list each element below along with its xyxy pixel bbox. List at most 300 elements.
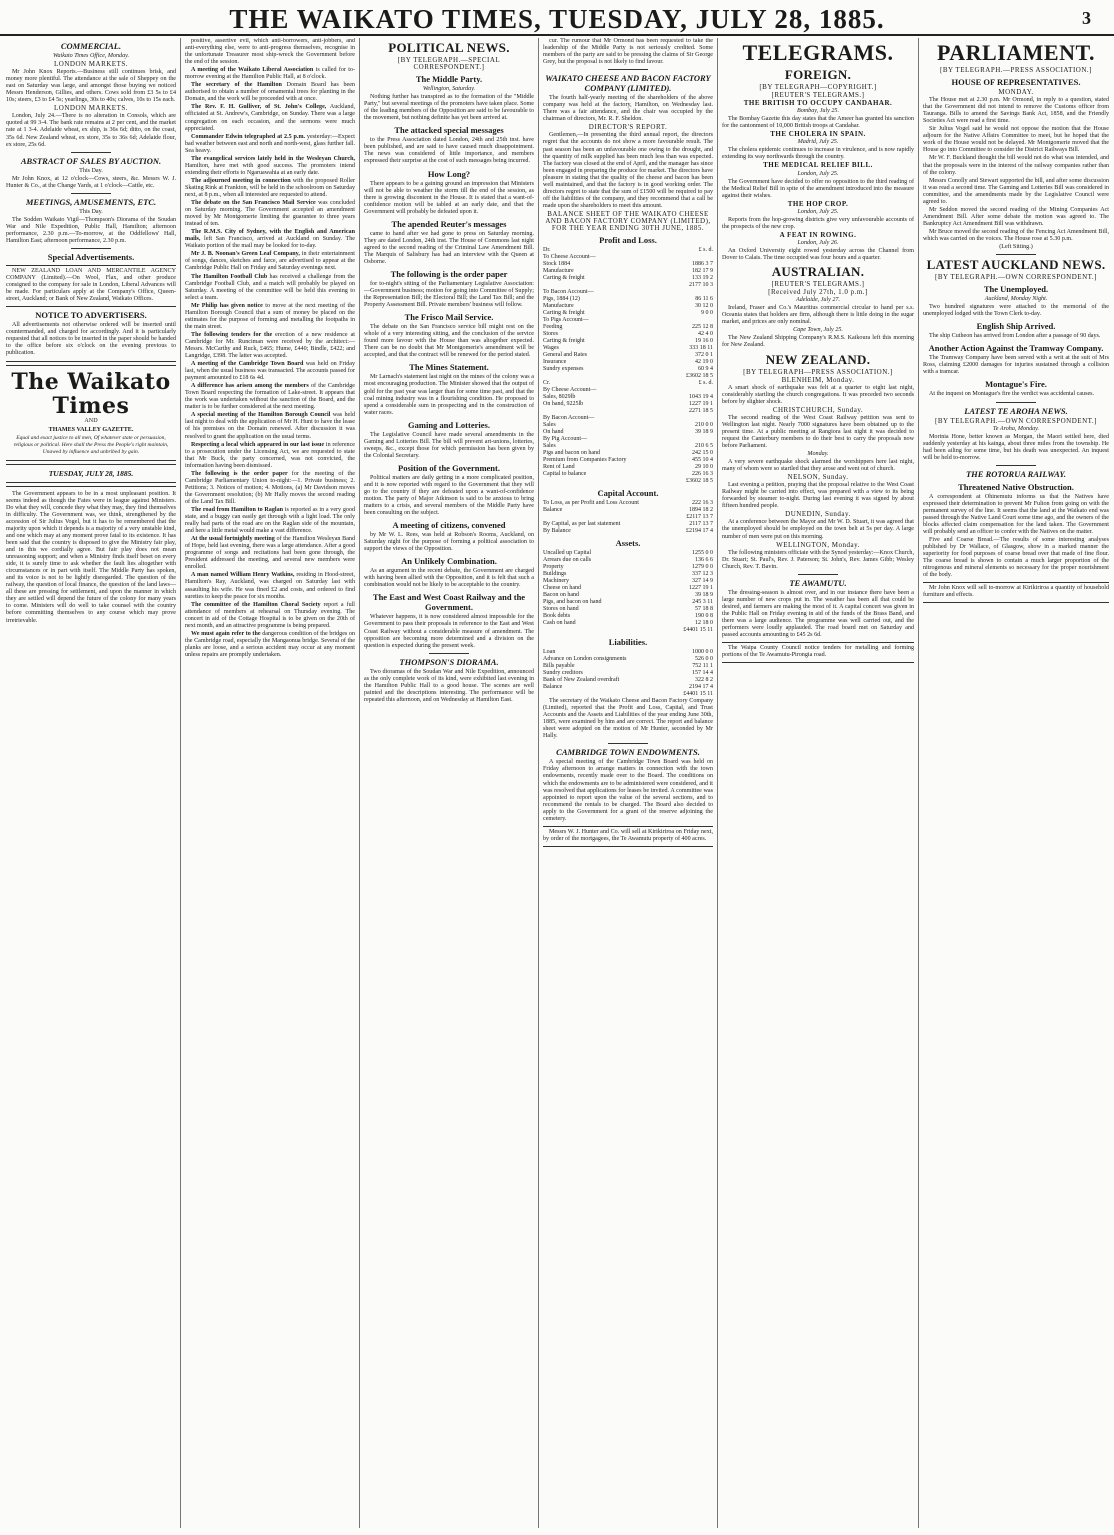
news-item-heading: Mr Philip has given notice xyxy=(191,302,263,309)
assets-table xyxy=(543,550,713,634)
special-ads-heading: Special Advertisements. xyxy=(47,251,135,262)
telegram-text: A smart shock of earthquake was felt at a quarter to eight last night, considerably startling the church congregations. It was preceded two seconds before by slighter shock. xyxy=(722,384,914,405)
news-item-heading: The evangelical services lately held in the Wesleyan Church, xyxy=(191,155,355,162)
account-label: By Cheese Account— xyxy=(543,387,597,394)
telegram-text: Reports from the hop-growing districts give very unfavourable accounts of the prospects of the new crop. xyxy=(722,216,914,230)
account-label: Carting & freight xyxy=(543,310,585,317)
account-amount xyxy=(671,387,713,394)
article-text: Whatever happens, it is now considered almost impossible for the Government to pass their proposals in reference to the East and West Coast Railway without a considerable measure of amendment. The opposition are becoming more determined and a division on the question is expected during the present week. xyxy=(364,614,534,649)
advertisement xyxy=(722,642,914,663)
new-zealand-heading: NEW ZEALAND. xyxy=(765,351,871,367)
article-text: The Legislative Council have made several amendments in the Gaming and Lotteries Bill. The bill will prevent art-unions, lotteries, sweeps, &c., except those for which permission has been given by the Colonial Secretary. xyxy=(364,431,534,459)
account-label: By Balance xyxy=(543,528,571,535)
telegram-text: A very severe earthquake shock alarmed the worshippers here last night, many of whom were so startled that they arose and went out of church. xyxy=(722,459,914,473)
byline: [BY TELEGRAPH.—OWN CORRESPONDENT.] xyxy=(935,416,1097,425)
news-item-text: residing in Hood-street, Hamilton's Ray, Auckland, was charged on Saturday last with assaulting his wife. He was fined £2 and costs, and ordered to find sureties to keep the peace for six months. xyxy=(185,572,355,600)
australian-heading: AUSTRALIAN. xyxy=(771,264,865,280)
notice-text: All advertisements not otherwise ordered will be inserted until countermanded, and charged for accordingly. And it is particularly requested that all notices to be inserted in the paper should be handed to the office before six o'clock on the evening previous to publication. xyxy=(6,322,176,357)
divider xyxy=(71,193,111,194)
account-label: Cheese on hand xyxy=(543,585,581,592)
subheading: The Middle Party. xyxy=(415,74,483,85)
article-text: Mr Seddon moved the second reading of the Mining Companies Act Amendment Bill. After some debate the motion was agreed to. The Bankruptcy Act Amendment Bill was withdrawn. xyxy=(923,206,1109,227)
account-row xyxy=(543,585,713,592)
news-item-heading: Mr J. B. Noonan's Green Leaf Company, xyxy=(191,251,300,258)
dateline: Cape Town, July 25. xyxy=(793,327,843,334)
article-text: Two hundred signatures were attached to the memorial of the unemployed lodged with the Town Clerk to-day. xyxy=(923,304,1109,318)
account-row xyxy=(543,345,713,352)
news-item-heading: Respecting a local which appeared in our last issue xyxy=(191,441,325,448)
account-heading: Assets. xyxy=(615,538,641,549)
dateline: CHRISTCHURCH, Sunday. xyxy=(772,405,864,414)
news-item-heading: A meeting of the Waikato Liberal Association xyxy=(191,67,314,74)
account-label xyxy=(543,627,656,634)
advertisement xyxy=(543,826,713,847)
account-label: Buildings xyxy=(543,571,567,578)
account-label: To Cheese Account— xyxy=(543,254,596,261)
account-row xyxy=(543,478,713,485)
account-row xyxy=(543,429,713,436)
notice-heading: NOTICE TO ADVERTISERS. xyxy=(35,310,147,321)
account-row xyxy=(543,359,713,366)
dateline: London, July 26. xyxy=(797,239,839,246)
advertisement-text: Messrs W. J. Hunter and Co. will sell at Kirikiriroa on Friday next, by order of the mortgagees, the Te Awamutu property of 400 acres. xyxy=(543,828,713,842)
article-text: The House met at 2.30 p.m. Mr Ormond, in reply to a question, stated that the Government did not intend to remove the Customs officer from Tauranga. Bills to amend the Savings Bank Act, 1858, and the Friendly Societies Act were read a first time. xyxy=(923,97,1109,125)
news-item-heading: A difference has arisen among the members xyxy=(191,383,309,390)
news-item-text: left San Francisco, arrived at Auckland on Sunday. The Waikato portion of the mail may be looked for to-day. xyxy=(185,236,355,250)
account-amount: 12 18 0 xyxy=(695,620,713,627)
account-amount: 2177 10 3 xyxy=(689,282,713,289)
sitting-note: (Left Sitting.) xyxy=(999,244,1033,251)
subheading: A meeting of citizens, convened xyxy=(392,520,506,531)
account-label: Pigs, and bacon on hand xyxy=(543,599,602,606)
account-amount xyxy=(655,317,713,324)
telegram-heading: A FEAT IN ROWING. xyxy=(779,230,857,239)
account-label: Pigs and bacon on hand xyxy=(543,450,600,457)
news-item-heading: The debate on the San Francisco Mail Service xyxy=(191,200,316,207)
account-amount: 226 16 3 xyxy=(692,471,713,478)
account-label: Book debts xyxy=(543,613,571,620)
article-text: The secretary of the Waikato Cheese and Bacon Factory Company (Limited), reported that the Profit and Loss, Capital, and Trust Accounts and the Assets and Liabilities of the year ending June 30th, 1885, were examined by him and are correct. The report and balance sheet were adopted on the motion of Mr Hunter, seconded by Mr Hally. xyxy=(543,698,713,740)
column-6 xyxy=(923,38,1109,1528)
balance-sheet-heading: BALANCE SHEET OF THE WAIKATO CHEESE AND BACON FACTORY COMPANY (LIMITED), FOR THE YEAR ENDING 30TH JUNE, 1885. xyxy=(545,209,711,233)
account-row xyxy=(543,649,713,656)
account-amount: £ s. d. xyxy=(698,247,713,254)
account-label: Carting & freight xyxy=(543,338,585,345)
byline: [BY TELEGRAPH.—PRESS ASSOCIATION.] xyxy=(940,66,1092,74)
news-item-text: erection of a new residence at Cambridge for Mr. Runciman were received by the architect:—Messrs. McCarthy and Ruck, £465; Hume, £440; Bindle, £422; and Langridge, £398. The latter was accepted. xyxy=(185,331,355,360)
news-item-text: to move at the next meeting of the Hamilton Borough Council that a sum of money be placed on the estimates for the purpose of forming and metalling the footpaths in the main street. xyxy=(185,302,355,330)
telegram-text: At a conference between the Mayor and Mr W. D. Stuart, it was agreed that the unemployed should be employed on the town belt at 5s per day. A large number of men were put on this morning. xyxy=(722,519,914,540)
account-amount: 136 6 6 xyxy=(695,557,713,564)
account-row xyxy=(543,436,713,443)
article-text: The ship Cutheon has arrived from London after a passage of 90 days. xyxy=(929,333,1101,340)
news-item-heading: The Rev. F. H. Gulliver, of St. John's College, xyxy=(191,104,327,111)
account-label: Uncalled up Capital xyxy=(543,550,591,557)
dateline: Wellington, Saturday. xyxy=(422,86,476,93)
advertisement-text: NEW ZEALAND LOAN AND MERCANTILE AGENCY COMPANY (Limited).—On Wool, Flax, and other produce consigned to the company for sale in London, Liberal Advances will be made. For particulars apply at the Company's Office, Queen-street, Auckland; or Bank of New Zealand, Waikato Offices. xyxy=(6,267,176,303)
news-item-text: of the Hamilton Wesleyan Band of Hope, held last evening, there was a large attendance. After a good programme of songs and recitations had been gone through, the President addressed the meeting, and several new members were enrolled. xyxy=(185,536,355,571)
telegram-heading: THE HOP CROP. xyxy=(787,199,849,208)
account-row xyxy=(543,592,713,599)
account-row xyxy=(543,471,713,478)
account-amount: 133 19 2 xyxy=(692,275,713,282)
article-text: The dressing-season is almost over, and in our instance there have been a large number of new crops put in. The weather has been all that could be desired, and farmers are making the most of it. A capital concert was given in the Public Hall on Friday evening in aid of the funds of the Brass Band, and there was a large audience. The programme was well carried out, and the performers were loudly applauded. The road board met on Saturday and passed accounts amounting to £45 2s 6d. xyxy=(722,589,914,639)
account-amount: 333 18 11 xyxy=(689,345,713,352)
account-label: Wages xyxy=(543,345,559,352)
account-amount: 29 10 0 xyxy=(695,464,713,471)
account-row xyxy=(543,599,713,606)
byline: [REUTER'S TELEGRAMS.] xyxy=(771,91,865,100)
account-row xyxy=(543,373,713,380)
news-item-heading: A special meeting of the Hamilton Borough Council xyxy=(191,412,331,419)
article-text: for to-night's sitting of the Parliamentary Legislative Association:—Government business; motion for going into Committee of Supply; the Representation Bill; the Electoral Bill; the Land Tax Bill; and the Property Assessment Bill. Private members' business will follow. xyxy=(364,280,534,309)
political-news-heading: POLITICAL NEWS. xyxy=(388,40,510,55)
account-label: Dr. xyxy=(543,247,551,254)
account-heading: Capital Account. xyxy=(597,488,659,499)
account-label: Capital to balance xyxy=(543,471,587,478)
account-amount: 222 16 3 xyxy=(692,500,713,507)
account-label: Machinery xyxy=(543,578,569,585)
account-label: Sales, 8029lb xyxy=(543,394,576,401)
news-item-text: Hamilton, have met with good success. The promoters intend extending their efforts to Ngaruawahia at an early date. xyxy=(185,162,355,176)
byline: [BY TELEGRAPH.—SPECIAL CORRESPONDENT.] xyxy=(397,56,501,72)
subheading: The following is the order paper xyxy=(390,268,508,279)
account-label: Manufacture xyxy=(543,268,574,275)
account-amount: 39 18 9 xyxy=(695,429,713,436)
news-item-heading: The road from Hamilton to Raglan xyxy=(191,507,284,513)
article-text: Five and Coarse Bread.—The results of some interesting analyses published by Dr Wallace, of Glasgow, show in a marked manner the superiority for food purposes of coarse bread over that made of fine flour. The coarse bread is shown to contain a much larger proportion of the nitrogenous and mineral elements so necessary for the proper nourishment of the body. xyxy=(923,537,1109,579)
account-amount: 210 0 0 xyxy=(695,422,713,429)
news-item-text: has received a challenge from the Cambridge Football Club, and a match will probably be played on Saturday. A meeting of the committee will be held this evening to select a team. xyxy=(185,273,355,301)
divider xyxy=(6,482,176,487)
account-heading: Liabilities. xyxy=(608,637,648,648)
account-row xyxy=(543,557,713,564)
page-number: 3 xyxy=(1082,8,1091,28)
column-3 xyxy=(364,38,534,1528)
subheading: The Frisco Mail Service. xyxy=(404,312,494,323)
column-1 xyxy=(6,38,176,1528)
account-amount xyxy=(671,436,713,443)
article-text: As an argument in the recent debate, the Government are charged with having been allied with the Opposition, and it is felt that such a combination would not be likely to be acceptable to the country. xyxy=(364,568,534,589)
news-item-text: Auckland, officiated at St. Andrew's, Cambridge, on Sunday. There was a large congregation on each occasion, and the sermons were much appreciated. xyxy=(185,104,355,132)
account-label xyxy=(543,408,671,415)
divider xyxy=(608,69,648,70)
account-row xyxy=(543,443,713,450)
account-label: Stores on hand xyxy=(543,606,579,613)
divider xyxy=(798,574,838,575)
byline: [REUTER'S TELEGRAMS.] xyxy=(771,280,865,289)
liabilities-table xyxy=(543,649,713,698)
account-label: Bank of New Zealand overdraft xyxy=(543,677,620,684)
abstract-heading: ABSTRACT OF SALES BY AUCTION. xyxy=(20,155,162,166)
commercial-subheading: Waikato Times Office, Monday. xyxy=(52,53,130,59)
account-label: Stock 1884 xyxy=(543,261,571,268)
article-text: Mr Larnach's statement last night on the mines of the colony was a most encouraging production. The Minister showed that the output of gold for the past year was larger than for some time past, and that the coal mining industry was in a flourishing condition. He proposed to spend a considerable sum in prospecting and in the construction of water races. xyxy=(364,374,534,416)
dateline: DUNEDIN, Sunday. xyxy=(785,510,851,519)
account-amount: £2194 17 4 xyxy=(686,528,713,535)
article-text: At the inquest on Montague's fire the verdict was accidental causes. xyxy=(929,391,1095,398)
dateline: London, July 25. xyxy=(797,170,839,177)
account-row xyxy=(543,564,713,571)
account-amount: 57 18 8 xyxy=(695,606,713,613)
divider xyxy=(429,653,469,654)
account-label: By Bacon Account— xyxy=(543,415,595,422)
foreign-heading: FOREIGN. xyxy=(784,67,852,82)
account-amount: 245 3 11 xyxy=(692,599,713,606)
dateline: Monday. xyxy=(807,451,829,458)
account-label: By Capital, as per last statement xyxy=(543,521,621,528)
account-amount: £3602 18 5 xyxy=(686,478,713,485)
telegram-heading: THE CHOLERA IN SPAIN. xyxy=(770,130,866,139)
telegram-text: The New Zealand Shipping Company's R.M.S. Kaikoura left this morning for New Zealand. xyxy=(722,335,914,349)
divider xyxy=(608,743,648,744)
market-report-2: London, July 24.—There is no alteration in Consols, which are quoted at 99 3-4. The bank rate remains at 2 per cent, and the market rate at 1 3-4. Adelaide wheat, ex ship, is 36s 6d; ditto, on the coast, 35s 6d. New Zealand wheat, ex store, 35s to 36s 6d; Adelaide flour, ex store, 25s 6d. xyxy=(6,113,176,148)
dateline: Te Aroha, Monday. xyxy=(992,425,1040,432)
account-row xyxy=(543,366,713,373)
advertisement xyxy=(923,582,1109,603)
cambridge-heading: CAMBRIDGE TOWN ENDOWMENTS. xyxy=(556,747,700,758)
column-rule xyxy=(717,38,718,1528)
account-amount: £2117 13 7 xyxy=(686,514,713,521)
account-label: Sales xyxy=(543,422,556,429)
divider xyxy=(71,152,111,153)
account-row xyxy=(543,422,713,429)
article-text: to the Press Association dated London, 24th and 25th inst. have been published, and are said to have caused much disappointment. The news was considered of little importance, and members expressed their surprise at the cost of such messages being incurred. xyxy=(364,137,534,165)
account-label xyxy=(543,373,655,380)
meetings-text: The Sodden Waikato Vigil—Thompson's Diorama of the Soudan War and Nile Expedition, Public Hall, Hamilton; afternoon performance, 2.30 p.m.—To-morrow, at the Oddfellows' Hall, Hamilton East; afternoon performance, 2.30 p.m. xyxy=(6,216,176,244)
account-row xyxy=(543,507,713,514)
account-label xyxy=(543,514,676,521)
diorama-heading: THOMPSON'S DIORAMA. xyxy=(399,656,499,667)
abstract-text: Mr John Knox, at 12 o'clock—Cows, steers, &c. Messrs W. J. Hunter & Co., at the Change Yards, at 1 o'clock—Cattle, etc. xyxy=(6,175,176,189)
account-label: By Pig Account— xyxy=(543,436,588,443)
column-rule xyxy=(180,38,181,1528)
news-item-text: dangerous condition of the bridges on the Cambridge road, especially the Mangaonua bridge. Several of the planks are loose, and a serious accident may occur at any moment unless repairs are promptly undertaken. xyxy=(185,630,355,658)
account-row xyxy=(543,254,713,261)
telegram-text: Last evening a petition, praying that the proposal relative to the West Coast Railway might be carried into effect, was prepared with a view to its being forwarded by steamer to-night. During last evening it was signed by about fifteen hundred people. xyxy=(722,482,914,510)
account-heading: Profit and Loss. xyxy=(599,235,657,246)
account-row xyxy=(543,380,713,387)
telegram-text: Ireland, Fraser and Co.'s Mauritius commercial circular to hand per s.s. Oceania states that holders are firm, although there is little doing in the sugar market, and prices are only nominal. xyxy=(722,305,914,326)
account-label: Feeding xyxy=(543,324,563,331)
account-row xyxy=(543,338,713,345)
article-text: Messrs Conolly and Stewart supported the bill, and after some discussion it was read a second time. The Gaming and Lotteries Bill was considered in committee, and the amendments made by the Legislative Council were agreed to. xyxy=(923,177,1109,205)
subheading: English Ship Arrived. xyxy=(976,321,1056,332)
column-rule xyxy=(359,38,360,1528)
paper-motto: Equal and exact justice to all men, Of whatever state or persuasion, religious or political. Here shall the Press the People's right maintain, Unawed by influence and unbribed by gain. xyxy=(13,434,169,455)
london-markets-heading-2: LONDON MARKETS. xyxy=(54,104,128,113)
account-amount xyxy=(671,415,713,422)
account-label: Bacon on hand xyxy=(543,592,579,599)
article-text: Sir Julius Vogel said he would not oppose the motion that the House adjourn for the Native Affairs Committee to meet, but he hoped that the work of the House would not be delayed. Mr Montgomerie moved that the House go into Committee to consider the District Railways Bill. xyxy=(923,126,1109,154)
account-amount: 9 0 0 xyxy=(701,310,713,317)
account-amount: 60 9 4 xyxy=(698,366,713,373)
account-amount: 1000 0 0 xyxy=(692,649,713,656)
profit-loss-credit-table xyxy=(543,380,713,485)
byline: [BY TELEGRAPH.—OWN CORRESPONDENT.] xyxy=(935,273,1097,282)
news-item-heading: The following tenders for the xyxy=(191,331,273,338)
account-row xyxy=(543,401,713,408)
account-row xyxy=(543,620,713,627)
account-amount: 2271 18 5 xyxy=(689,408,713,415)
meetings-heading: MEETINGS, AMUSEMENTS, ETC. xyxy=(25,196,157,207)
account-label: On hand, 9225lb xyxy=(543,401,584,408)
telegram-text: The cholera epidemic continues to increase in virulence, and is now rapidly extending its way northwards through the country. xyxy=(722,147,914,161)
column-rule xyxy=(918,38,919,1528)
account-row xyxy=(543,677,713,684)
news-item-heading: The committee of the Hamilton Choral Society xyxy=(191,601,321,608)
account-amount: 210 6 5 xyxy=(695,443,713,450)
account-label: Balance xyxy=(543,507,563,514)
column-4 xyxy=(543,38,713,1528)
parliament-heading: PARLIAMENT. xyxy=(936,40,1096,65)
news-item-text: was held on Friday last, when the usual business was transacted. The accounts passed for payment amounted to £18 6s 4d. xyxy=(185,361,355,382)
byline: [BY TELEGRAPH—COPYRIGHT.] xyxy=(759,83,877,91)
divider xyxy=(71,248,111,249)
account-row xyxy=(543,571,713,578)
account-row xyxy=(543,394,713,401)
article-continuation: cur. The rumour that Mr Ormond has been requested to take the leadership of the Middle Party is not seriously credited. Some members of the party are said to be pressing the claims of Sir George Grey, but the proposal is not likely to find favour. xyxy=(543,38,713,66)
news-item-heading: We must again refer to the xyxy=(191,630,261,637)
account-label: To Loss, as per Profit and Loss Account xyxy=(543,500,639,507)
news-item-text: Domain Board has been authorised to obtain a number of ornamental trees for planting in the Domain, and the work will be proceeded with at once. xyxy=(185,82,355,103)
account-row xyxy=(543,247,713,254)
latest-auckland-heading: LATEST AUCKLAND NEWS. xyxy=(926,257,1106,273)
account-row xyxy=(543,282,713,289)
telegram-text: An Oxford University eight rowed yesterday across the Channel from Dover to Calais. The time occupied was four hours and a quarter. xyxy=(722,247,914,262)
account-amount: 42 19 0 xyxy=(695,359,713,366)
capital-account-table xyxy=(543,500,713,535)
column-rule xyxy=(538,38,539,1528)
account-amount xyxy=(655,289,713,296)
dateline: BLENHEIM, Monday. xyxy=(781,375,855,384)
account-label: On hand xyxy=(543,429,564,436)
london-markets-heading: LONDON MARKETS. xyxy=(54,60,128,69)
news-item-text: in reference to a prosecution under the Licensing Act, we are requested to state that Mr Buck, the party concerned, was not convicted, the information having been dismissed. xyxy=(185,441,355,469)
rotorua-railway-heading: THE ROTORUA RAILWAY. xyxy=(965,468,1067,479)
divider xyxy=(6,361,176,366)
account-amount: 225 12 8 xyxy=(692,324,713,331)
dateline: WELLINGTON, Monday. xyxy=(776,540,860,549)
account-row xyxy=(543,310,713,317)
paper-subtitle: THAMES VALLEY GAZETTE. xyxy=(48,426,134,433)
telegram-text: The following ministers officiate with the Synod yesterday:—Knox Church, Dr. Stuart; St. Paul's, Rev. J. Paterson; St. John's, Rev. James Gibb; Wesley Church, Rev. T. Bavin. xyxy=(722,549,914,570)
account-label: Advance on London consignments xyxy=(543,656,627,663)
subheading: Gaming and Lotteries. xyxy=(408,419,490,430)
account-amount: 2117 13 7 xyxy=(689,521,713,528)
subheading: Threatened Native Obstruction. xyxy=(958,481,1074,492)
commercial-heading: COMMERCIAL. xyxy=(60,41,122,51)
article-text: Morinia Hone, better known as Morgan, the Maori settled here, died suddenly yesterday at his kainga, about three miles from the township. He had been ailing for some time, but his death was unexpected. An inquest will be held to-morrow. xyxy=(923,433,1109,461)
account-label: Insurance xyxy=(543,359,567,366)
account-row xyxy=(543,415,713,422)
account-label: To Pigs Account— xyxy=(543,317,589,324)
meetings-subheading: This Day. xyxy=(79,208,103,215)
account-row xyxy=(543,613,713,620)
account-amount: 372 0 1 xyxy=(695,352,713,359)
masthead-title: THE WAIKATO TIMES, TUESDAY, JULY 28, 1885. xyxy=(229,4,885,34)
article-text: Two dioramas of the Soudan War and Nile Expedition, announced as the only complete work of its kind, were exhibited last evening in the Hamilton Public Hall to a good house. The scenes are well painted and the descriptions interesting. The performance will be repeated this afternoon, and on Wednesday at Hamilton East. xyxy=(364,668,534,703)
news-item-text: yesterday:—Expect bad weather between east and north and north-west, glass further fall. Sea heavy. xyxy=(185,133,355,154)
dateline: Auckland, Monday Night. xyxy=(984,296,1048,303)
news-item-heading: The adjourned meeting in connection xyxy=(191,177,291,184)
account-row xyxy=(543,606,713,613)
account-amount: 1043 19 4 xyxy=(689,394,713,401)
subheading: Position of the Government. xyxy=(398,462,500,473)
article-text: A correspondent at Ohinemutu informs us that the Natives have expressed their determination to prevent Mr Fulton from going on with the permanent survey of the line. It seems that the land at the Waikato end was passed through the Native Land Court some time ago, and the owners of the blocks affected claim compensation for the land taken. The Government will probably send an officer to confer with the Natives on the matter. xyxy=(923,493,1109,536)
report-heading: DIRECTOR'S REPORT. xyxy=(588,123,668,132)
telegram-text: The second reading of the West Coast Railway petition was sent to Wellington last night. Nearly 7000 signatures have been obtained up to the present time. At a public meeting at Rangiora last night it was decided to request the Canterbury members to do their best to carry the proposals now before Parliament. xyxy=(722,414,914,449)
account-row xyxy=(543,408,713,415)
masthead xyxy=(0,0,1114,36)
article-text: Political matters are daily getting in a more complicated position, and it is now reported with regard to the Government that they will go to the country if they are defeated upon a want-of-confidence motion. The party of Major Atkinson is said to be anxious to bring matters to a crisis, and several members of the Middle Party have been consulting on the subject. xyxy=(364,474,534,517)
cheese-factory-heading: WAIKATO CHEESE AND BACON FACTORY COMPANY (LIMITED). xyxy=(545,73,711,94)
account-label: Sundry expenses xyxy=(543,366,584,373)
news-item-text: for the meeting of the Cambridge Parliamentary Union to-night:—1. Private business; 2. Petitions; 3. Notices of motion; 4. Motions, (a) Mr Davidson moves the Government resolution; (b) Mr Hally moves the second reading of the Land Tax Bill. xyxy=(185,470,355,505)
account-amount: 455 10 4 xyxy=(692,457,713,464)
account-row xyxy=(543,528,713,535)
account-label xyxy=(543,478,671,485)
article-text: Mr W. F. Buckland thought the bill would not do what was intended, and that the proposals were in the interest of the railway companies rather than of the colony. xyxy=(923,155,1109,176)
account-amount: £4401 15 11 xyxy=(683,691,713,698)
account-row xyxy=(543,387,713,394)
article-text: Gentlemen,—In presenting the third annual report, the directors regret that the accounts do not show a more favourable result. The past season has been an unfavourable one owing to the drought, and the quantity of milk supplied has been much less than was expected. The factory was closed at the end of April, and the manager has since been engaged in preparing the produce for market. The directors have pleasure in stating that the quality of the cheese and bacon has been well maintained, and that the factory is in good working order. The directors regret to state that the sum of £1500 will be required to pay off the liabilities of the company, and they recommend that a call be made upon the shareholders to meet this amount. xyxy=(543,132,713,209)
account-label: Bills payable xyxy=(543,663,575,670)
article-text: came to hand after we had gone to press on Saturday morning. They are dated London, 24th inst. The House of Commons last night agreed to the second reading of the Criminal Law Amendment Bill. The Marquis of Salisbury has had an interview with the Queen at Osborne. xyxy=(364,230,534,265)
dateline: Madrid, July 25. xyxy=(797,139,839,146)
account-row xyxy=(543,663,713,670)
account-row xyxy=(543,521,713,528)
account-amount: 190 0 8 xyxy=(695,613,713,620)
abstract-subheading: This Day. xyxy=(79,167,103,174)
news-item-text: report a full attendance of members at rehearsal on Thursday evening. The concert in aid of the Cottage Hospital is to be given on the 20th of next month, and an attractive programme is being prepared. xyxy=(185,601,355,629)
article-text: The debate on the San Francisco service bill might rest on the whole of a very interesting sitting, and the conclusion of the service found more favour with the House than was altogether expected. There can be no doubt that Mr Montgomerie's amendment will be accepted, and that the contract will be renewed for the period stated. xyxy=(364,324,534,359)
article-text: by Mr W. L. Rees, was held at Robson's Rooms, Auckland, on Saturday night for the purpose of forming a political association to support the views of the Opposition. xyxy=(364,532,534,553)
account-row xyxy=(543,324,713,331)
paper-and: AND xyxy=(84,418,98,425)
account-label: Arrears due on calls xyxy=(543,557,592,564)
news-item-heading: At the usual fortnightly meeting xyxy=(191,536,275,543)
telegrams-heading: TELEGRAMS. xyxy=(742,40,894,65)
divider xyxy=(996,465,1036,466)
dateline: NELSON, Sunday. xyxy=(787,473,849,482)
news-item-heading: The following is the order paper xyxy=(191,470,288,477)
advertisement xyxy=(6,265,176,307)
news-item-heading: The R.M.S. City of Sydney, with the English and American mails, xyxy=(185,229,355,243)
account-label: Premium from Companies Factory xyxy=(543,457,627,464)
telegram-heading: THE MEDICAL RELIEF BILL. xyxy=(763,161,873,170)
subheading: The Mines Statement. xyxy=(409,362,489,373)
dateline: Bombay, July 25. xyxy=(797,108,839,115)
account-row xyxy=(543,514,713,521)
subheading: Another Action Against the Tramway Company. xyxy=(928,343,1104,354)
account-amount: 1279 0 0 xyxy=(692,564,713,571)
profit-loss-table xyxy=(543,247,713,380)
house-heading: HOUSE OF REPRESENTATIVES. xyxy=(951,77,1081,88)
account-row xyxy=(543,684,713,691)
account-amount: 182 17 9 xyxy=(692,268,713,275)
account-amount: 322 8 2 xyxy=(695,677,713,684)
account-row xyxy=(543,550,713,557)
account-amount: 1886 3 7 xyxy=(692,261,713,268)
dateline: London, July 25. xyxy=(797,208,839,215)
received-note: [Received July 27th, 1.0 p.m.] xyxy=(768,288,868,297)
account-amount: £3602 18 5 xyxy=(686,373,713,380)
dateline: Adelaide, July 27. xyxy=(796,297,840,304)
divider xyxy=(996,402,1036,403)
account-row xyxy=(543,317,713,324)
telegram-text: The Bombay Gazette this day states that the Ameer has granted his sanction for the cantonment of 10,000 British troops at Candahar. xyxy=(722,116,914,130)
